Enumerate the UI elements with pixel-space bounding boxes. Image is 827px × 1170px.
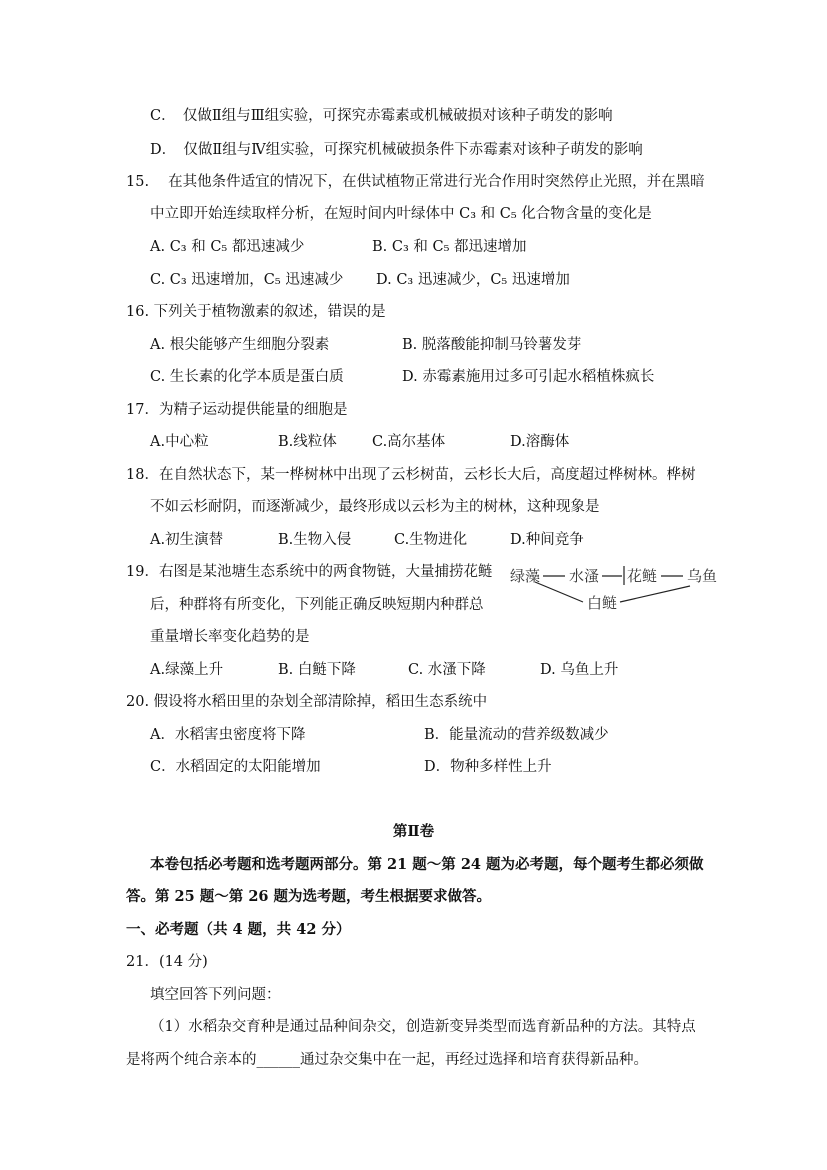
q17-stem: 17．为精子运动提供能量的细胞是 xyxy=(126,402,348,418)
chain-node-shuizao: 水溞 xyxy=(569,567,600,585)
q18-option-a: A.初生演替 xyxy=(150,532,224,548)
q19-stem-line1: 19．右图是某池塘生态系统中的两食物链，大量捕捞花鲢 xyxy=(126,564,493,580)
q18-option-d: D.种间竞争 xyxy=(510,532,584,548)
q20-option-a: A．水稻害虫密度将下降 xyxy=(150,727,306,743)
q14-option-d: D． 仅做Ⅱ组与Ⅳ组实验，可探究机械破损条件下赤霉素对该种子萌发的影响 xyxy=(150,142,643,158)
q19-option-a: A.绿藻上升 xyxy=(150,662,224,678)
part2-intro-line1: 本卷包括必考题和选考题两部分。第 21 题～第 24 题为必考题，每个题考生都必须做 xyxy=(150,856,704,873)
q21-heading: 21．(14 分) xyxy=(126,954,208,970)
q16-option-d: D. 赤霉素施用过多可引起水稻植株疯长 xyxy=(402,369,655,385)
q16-stem: 16. 下列关于植物激素的叙述，错误的是 xyxy=(126,304,386,320)
q16-option-a: A. 根尖能够产生细胞分裂素 xyxy=(150,337,330,353)
q18-option-c: C.生物进化 xyxy=(394,532,468,548)
section1-heading: 一、必考题（共 4 题，共 42 分） xyxy=(126,921,351,938)
q19-option-c: C. 水溞下降 xyxy=(408,662,486,678)
q18-option-b: B.生物入侵 xyxy=(278,532,352,548)
q19-stem-line3: 重量增长率变化趋势的是 xyxy=(150,629,310,645)
q15-option-b: B. C₃ 和 C₅ 都迅速增加 xyxy=(372,239,527,255)
q17-option-c: C.高尔基体 xyxy=(372,434,446,450)
q18-stem-line1: 18．在自然状态下，某一桦树林中出现了云杉树苗，云杉长大后，高度超过桦树林。桦树 xyxy=(126,467,696,483)
q15-option-c: C. C₃ 迅速增加，C₅ 迅速减少 xyxy=(150,272,344,288)
q15-stem-line2: 中立即开始连续取样分析，在短时间内叶绿体中 C₃ 和 C₅ 化合物含量的变化是 xyxy=(150,206,652,222)
q21-instruction: 填空回答下列问题： xyxy=(150,987,281,1003)
q19-stem-line2: 后，种群将有所变化，下列能正确反映短期内种群总 xyxy=(150,597,484,613)
chain-node-hualian: 花鲢 xyxy=(627,567,658,585)
q19-option-b: B. 白鲢下降 xyxy=(278,662,356,678)
q16-option-b: B. 脱落酸能抑制马铃薯发芽 xyxy=(402,337,582,353)
q18-stem-line2: 不如云杉耐阴，而逐渐减少，最终形成以云杉为主的树林，这种现象是 xyxy=(150,499,600,515)
q20-option-b: B．能量流动的营养级数减少 xyxy=(424,727,609,743)
q19-option-d: D. 乌鱼上升 xyxy=(540,662,619,678)
arrow-lvzao-bailian xyxy=(535,582,583,602)
arrow-bailian-wuyu xyxy=(620,586,690,602)
q17-option-d: D.溶酶体 xyxy=(510,434,570,450)
food-chain-diagram xyxy=(505,560,730,612)
q20-stem: 20. 假设将水稻田里的杂划全部清除掉，稻田生态系统中 xyxy=(126,694,488,710)
chain-node-wuyu: 乌鱼 xyxy=(687,567,718,585)
part2-title: 第Ⅱ卷 xyxy=(392,823,435,840)
q21-part1-line1: （1）水稻杂交育种是通过品种间杂交，创造新变异类型而选育新品种的方法。其特点 xyxy=(150,1019,696,1035)
q15-option-d: D. C₃ 迅速减少，C₅ 迅速增加 xyxy=(376,272,570,288)
q15-option-a: A. C₃ 和 C₅ 都迅速减少 xyxy=(150,239,305,255)
q16-option-c: C. 生长素的化学本质是蛋白质 xyxy=(150,369,344,385)
q17-option-a: A.中心粒 xyxy=(150,434,209,450)
q21-part1-line2: 是将两个纯合亲本的______通过杂交集中在一起，再经过选择和培育获得新品种。 xyxy=(126,1052,648,1068)
q20-option-c: C．水稻固定的太阳能增加 xyxy=(150,759,321,775)
q14-option-c: C． 仅做Ⅱ组与Ⅲ组实验，可探究赤霉素或机械破损对该种子萌发的影响 xyxy=(150,108,613,124)
chain-node-lvzao: 绿藻 xyxy=(510,567,541,585)
part2-intro-line2: 答。第 25 题～第 26 题为选考题，考生根据要求做答。 xyxy=(126,888,492,905)
q15-stem-line1: 15. 在其他条件适宜的情况下，在供试植物正常进行光合作用时突然停止光照，并在黑暗 xyxy=(126,174,705,190)
q17-option-b: B.线粒体 xyxy=(278,434,337,450)
chain-node-bailian: 白鲢 xyxy=(587,594,618,612)
q20-option-d: D．物种多样性上升 xyxy=(424,759,552,775)
